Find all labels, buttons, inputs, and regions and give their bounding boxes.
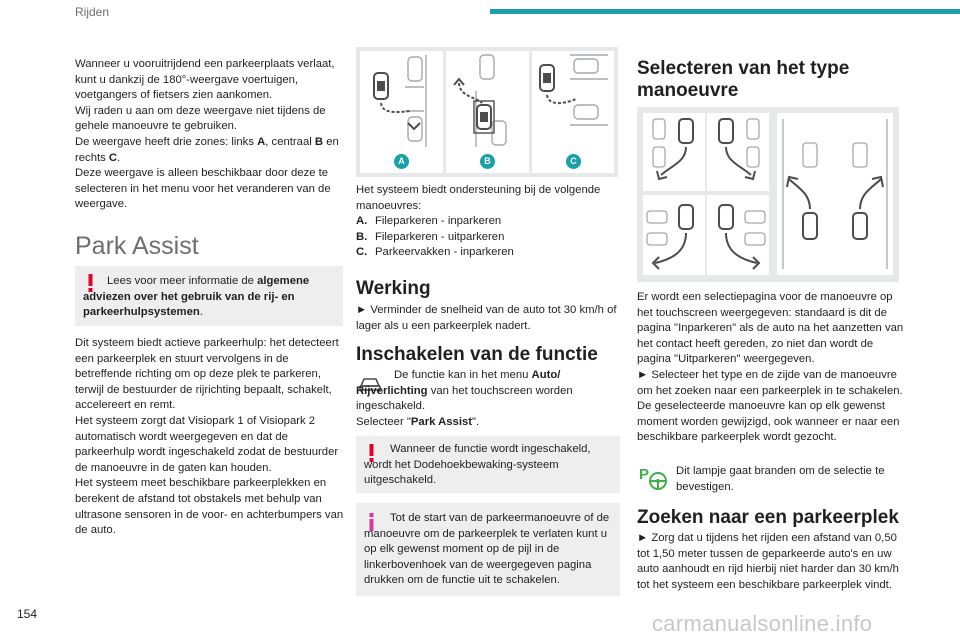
list-item: B. Fileparkeren - uitparkeren: [356, 230, 505, 243]
intro-paragraph: Wanneer u vooruitrijdend een parkeerplaats verlaat, kunt u dankzij de 180°-weergave voertuigen, voetgangers of fietsers zien aankomen.: [75, 58, 335, 102]
selection-paragraph: Er wordt een selectiepagina voor de manoeuvre op het touchscreen weergegeven: standaard is dit de pagina "Inparkeren" als de auto na het aanzetten van het contact heeft gereden, zo niet dan wordt de pagina "Uitparkeren" weergegeven.: [637, 291, 904, 366]
parallel-park-in-illustration: [360, 51, 443, 151]
description-paragraph: Het systeem zorgt dat Visiopark 1 of Visiopark 2 automatisch wordt weergegeven en dat de parkeerhulp wordt ingeschakeld zodat de bestuurder de manoeuvre in de gaten kan houden.: [75, 414, 339, 474]
parallel-park-out-illustration: [446, 51, 529, 151]
badge-b: B: [480, 154, 495, 169]
option-parallel-right: [707, 113, 769, 191]
running-header: Rijden: [75, 5, 110, 19]
menu-paragraph: Deze weergave is alleen beschikbaar door deze te selecteren in het menu voor het veranderen van de weergave.: [75, 167, 331, 211]
option-perpendicular-right: [707, 195, 769, 275]
badge-a: A: [394, 154, 409, 169]
section-title-werking: Werking: [356, 278, 431, 299]
figure-panel-c: [532, 51, 614, 173]
section-title-zoeken: Zoeken naar een parkeerplek: [637, 507, 899, 528]
selection-screen-figure: [637, 107, 899, 282]
description-paragraph: Dit systeem biedt actieve parkeerhulp: het detecteert een parkeerplek en stuurt vervolgens in de betreffende richting om op deze plek te parkeren, terwijl de bestuurder de rijrichting bepaalt, schakelt, accelereert en remt.: [75, 337, 339, 412]
option-exit: [777, 113, 893, 275]
info-note-text: Tot de start van de parkeermanoeuvre of de manoeuvre om de parkeerplek te verlaten kunt u op elk gewenst moment op de pijl in de linkerbovenhoek van de weergegeven pagina drukken om de functie uit te schakelen.: [364, 512, 610, 587]
option-parallel-left: [643, 113, 705, 191]
park-assist-description: [75, 336, 347, 539]
warning-note-2: [356, 436, 620, 493]
figure-panel-a: [360, 51, 443, 173]
info-note: [356, 503, 620, 596]
lamp-text: Dit lampje gaat branden om de selectie te bevestigen.: [676, 465, 885, 493]
header-accent-bar: [490, 9, 960, 14]
section-title-inschakelen: Inschakelen van de functie: [356, 344, 598, 365]
warning-note: [75, 266, 343, 326]
selection-paragraph: ► Selecteer het type en de zijde van de manoeuvre om het zoeken naar een parkeerplek in te schakelen.: [637, 368, 903, 397]
perpendicular-park-in-illustration: [532, 51, 614, 151]
list-item: C. Parkeervakken - inparkeren: [356, 246, 514, 259]
intro-paragraph: Wij raden u aan om deze weergave niet tijdens de gehele manoeuvre te gebruiken.: [75, 104, 326, 133]
selection-paragraph: De geselecteerde manoeuvre kan op elk gewenst moment worden gewijzigd, ook wanneer er naar een beschikbare parkeerplek wordt gezocht.: [637, 400, 900, 444]
warning-note-text: Lees voor meer informatie de algemene adviezen over het gebruik van de rij- en parkeerhulpsystemen.: [83, 275, 310, 319]
option-perpendicular-left: [643, 195, 705, 275]
page-number: 154: [17, 607, 38, 621]
zones-paragraph: De weergave heeft drie zones: links A, centraal B en rechts C.: [75, 135, 339, 164]
figure-panel-b: [446, 51, 529, 173]
zoeken-text: ► Zorg dat u tijdens het rijden een afstand van 0,50 tot 1,50 meter tussen de geparkeerde auto's en uw auto aanhoudt en rijd hierbij niet harder dan 30 km/h tot het systeem een beschikbare parkeerplek vindt.: [637, 532, 899, 591]
maneuver-figure: [356, 47, 618, 177]
watermark: carmanualsonline.info: [652, 611, 873, 636]
warning-note-2-text: Wanneer de functie wordt ingeschakeld, wordt het Dodehoekbewaking-systeem uitgeschakeld.: [364, 443, 591, 487]
support-text: [356, 183, 624, 261]
intro-text: [75, 57, 343, 213]
list-item: A. Fileparkeren - inparkeren: [356, 215, 502, 228]
werking-text: ► Verminder de snelheid van de auto tot 30 km/h of lager als u een parkeerplek nadert.: [356, 304, 617, 332]
svg-text:P: P: [639, 466, 650, 483]
section-title-selecteren: Selecteren van het type manoeuvre: [637, 58, 850, 101]
support-paragraph: Het systeem biedt ondersteuning bij de volgende manoeuvres:: [356, 184, 601, 212]
menu-instruction: De functie kan in het menu Auto/ Rijverlichting van het touchscreen worden ingeschakeld. Selecteer "Park Assist".: [356, 369, 573, 428]
selection-description: [637, 290, 905, 446]
badge-c: C: [566, 154, 581, 169]
description-paragraph: Het systeem meet beschikbare parkeerplekken en berekent de afstand tot obstakels met behulp van ultrasone sensoren in de voor- en achterbumpers van de auto.: [75, 477, 344, 537]
park-assist-lamp-icon: [637, 463, 669, 493]
section-title-park-assist: Park Assist: [75, 232, 199, 260]
